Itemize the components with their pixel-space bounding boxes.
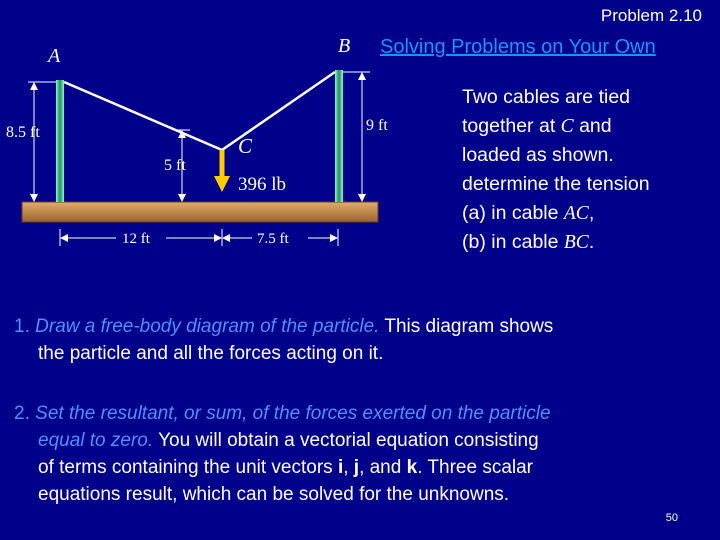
step-2-line [14, 400, 704, 427]
step-text: This diagram shows [384, 316, 554, 337]
step-text: You will obtain a vectorial equation consisting [158, 430, 539, 451]
post-a [56, 80, 64, 202]
step-2-line-3 [14, 454, 704, 481]
step-1 [14, 313, 704, 367]
step-emphasis: equal to zero. [38, 430, 154, 451]
text: and [573, 115, 612, 137]
desc-line: determine the tension [462, 173, 650, 195]
text: . [588, 231, 595, 253]
desc-line [462, 112, 712, 141]
label-b: B [338, 35, 351, 57]
vector-i: i [337, 457, 344, 478]
step-1-line [14, 313, 704, 340]
desc-line: loaded as shown. [462, 144, 614, 166]
vector-k: k [406, 457, 418, 478]
text: (b) in cable [462, 231, 564, 253]
step-text: . Three scalar [417, 457, 533, 478]
step-text: of terms containing the unit vectors [38, 457, 338, 478]
vector-j: j [353, 457, 360, 478]
text: (a) in cable [462, 202, 564, 224]
dim-left-height: 8.5 ft [6, 124, 40, 141]
subtitle-link[interactable]: Solving Problems on Your Own [380, 36, 656, 58]
text: together at [462, 115, 561, 137]
dim-right-height: 9 ft [366, 117, 388, 134]
step-2-line-4: equations result, which can be solved for the unknowns. [38, 484, 510, 505]
page-number: 50 [665, 512, 678, 524]
step-number: 2. [14, 403, 30, 424]
cable-ac [64, 82, 222, 150]
load-arrow-head [214, 176, 230, 192]
step-text: , [343, 457, 354, 478]
step-1-line-2: the particle and all the forces acting on it. [38, 343, 384, 364]
ground-base [22, 202, 378, 222]
step-number: 1. [14, 316, 30, 337]
step-2 [14, 400, 704, 508]
step-2-line-2 [14, 427, 704, 454]
label-c: C [238, 134, 253, 158]
var-c: C [560, 116, 574, 137]
desc-line: Two cables are tied [462, 86, 631, 108]
desc-line [462, 199, 712, 228]
step-text: , and [359, 457, 407, 478]
step-emphasis: Set the resultant, or sum, of the forces exerted on the particle [35, 403, 551, 424]
dim-right-span: 7.5 ft [257, 231, 289, 247]
step-emphasis: Draw a free-body diagram of the particle. [35, 316, 380, 337]
problem-header: Problem 2.10 [600, 6, 702, 25]
desc-line [462, 228, 712, 257]
dim-left-span: 12 ft [122, 231, 150, 247]
var-ac: AC [563, 203, 589, 224]
post-b [335, 70, 343, 202]
label-a: A [48, 45, 61, 67]
load-label: 396 lb [238, 174, 287, 195]
problem-description [462, 83, 712, 257]
text: , [588, 202, 595, 224]
var-bc: BC [563, 232, 589, 253]
dim-c-drop: 5 ft [164, 157, 186, 174]
